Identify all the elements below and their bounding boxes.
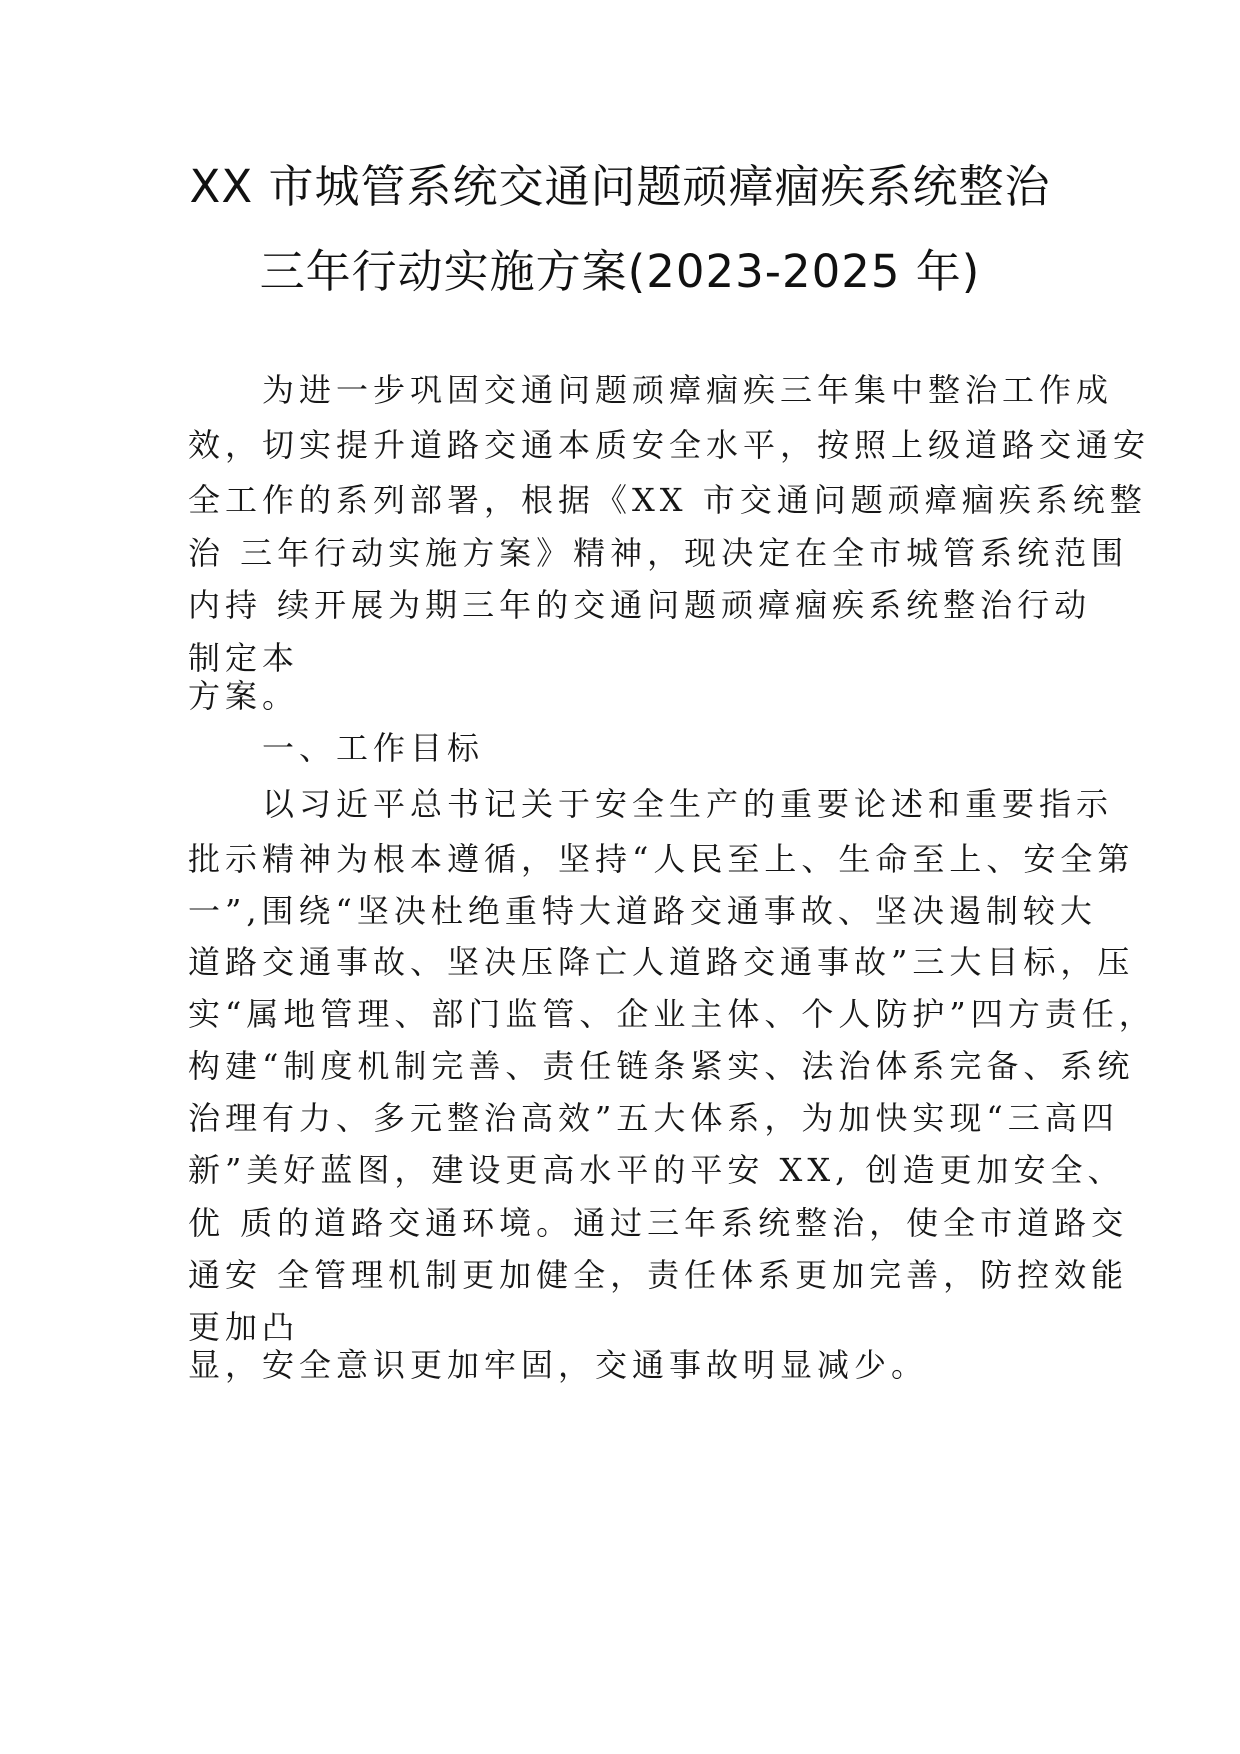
intro-line: 为进一步巩固交通问题顽瘴痼疾三年集中整治工作成	[262, 371, 1114, 409]
section-line: 一”,围绕“坚决杜绝重特大道路交通事故、坚决遏制较大	[188, 892, 1097, 930]
intro-line: 效，切实提升道路交通本质安全水平，按照上级道路交通安	[188, 426, 1151, 464]
intro-line: 方案。	[188, 677, 300, 715]
section-line: 新”美好蓝图，建设更高水平的平安 XX, 创造更加安全、	[188, 1151, 1125, 1189]
section-line: 实“属地管理、部门监管、企业主体、个人防护”四方责任，	[188, 995, 1156, 1033]
intro-line: 内持 续开展为期三年的交通问题顽瘴痼疾系统整治行动	[188, 586, 1092, 624]
section-line: 治理有力、多元整治高效”五大体系，为加快实现“三高四	[188, 1099, 1119, 1137]
document-title-line-2: 三年行动实施方案(2023-2025 年)	[259, 245, 981, 298]
section-line: 显，安全意识更加牢固，交通事故明显减少。	[188, 1346, 929, 1384]
intro-line: 制定本	[188, 639, 300, 677]
intro-line: 全工作的系列部署，根据《XX 市交通问题顽瘴痼疾系统整	[188, 481, 1147, 519]
section-line: 道路交通事故、坚决压降亡人道路交通事故”三大目标，压	[188, 943, 1135, 981]
intro-line: 治 三年行动实施方案》精神，现决定在全市城管系统范围	[188, 534, 1129, 572]
document-title-line-1: XX 市城管系统交通问题顽瘴痼疾系统整治	[189, 160, 1051, 213]
section-line: 构建“制度机制完善、责任链条紧实、法治体系完备、系统	[188, 1047, 1135, 1085]
section-line: 优 质的道路交通环境。通过三年系统整治，使全市道路交	[188, 1204, 1129, 1242]
section-line: 批示精神为根本遵循，坚持“人民至上、生命至上、安全第	[188, 840, 1135, 878]
section-heading: 一、工作目标	[262, 729, 485, 767]
section-line: 通安 全管理机制更加健全，责任体系更加完善，防控效能	[188, 1256, 1129, 1294]
section-line: 更加凸	[188, 1308, 300, 1346]
section-line: 以习近平总书记关于安全生产的重要论述和重要指示	[262, 785, 1114, 823]
